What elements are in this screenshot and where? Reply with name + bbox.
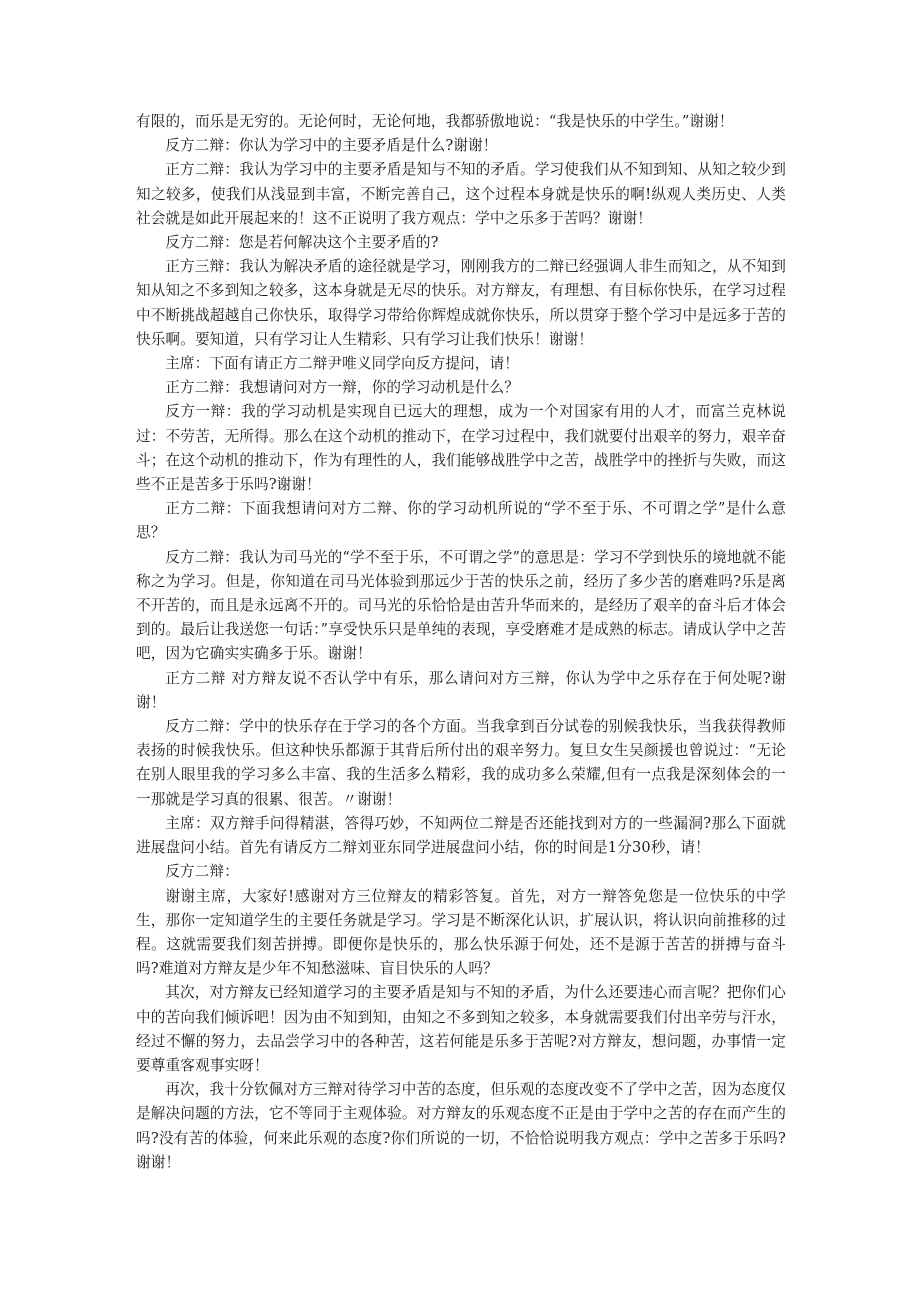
paragraph-con1-answer: 反方一辩：我的学习动机是实现自已远大的理想，成为一个对国家有用的人才，而富兰克林说过：不劳苦，无所得。那么在这个动机的推动下，在学习过程中，我们就要付出艰辛的努力，艰辛奋斗；在这个动机的推动下，作为有理性的人，我们能够战胜学中之苦，战胜学中的挫折与失败，而这些不正是苦多于乐吗?谢谢！ [136, 403, 786, 494]
paragraph-con2-question: 反方二辩：你认为学习中的主要矛盾是什么?谢谢！ [165, 137, 498, 155]
paragraph-pro3-answer: 正方三辩：我认为解决矛盾的途径就是学习，刚刚我方的二辩已经强调人非生而知之，从不知到知从知之不多到知之较多，这本身就是无尽的快乐。对方辩友，有理想、有目标你快乐，在学习过程中不断挑战超越自己你快乐，取得学习带给你辉煌成就你快乐，所以贯穿于整个学习中是远多于苦的快乐啊。要知道，只有学习让人生精彩、只有学习让我们快乐！谢谢！ [136, 258, 786, 348]
paragraph-con2-answer-2: 反方二辩：学中的快乐存在于学习的各个方面。当我拿到百分试卷的别候我快乐，当我获得教师表扬的时候我快乐。但这种快乐都源于其背后所付出的艰辛努力。复旦女生吴颜援也曾说过：“无论在别人眼里我的学习多么丰富、我的生活多么精彩，我的成功多么荣耀,但有一点我是深刻体会的一一那就是学习真的很累、很苦。〃谢谢！ [136, 718, 786, 808]
document-body [136, 110, 786, 1175]
paragraph-con2-speaker: 反方二辩： [165, 863, 239, 881]
paragraph-chair-intro: 主席：下面有请正方二辩尹唯义同学向反方提问，请！ [165, 355, 520, 373]
paragraph-summary-second: 其次，对方辩友已经知道学习的主要矛盾是知与不知的矛盾，为什么还要违心而言呢？把你们心中的苦向我们倾诉吧！因为由不知到知，由知之不多到知之较多，本身就需要我们付出辛劳与汗水，经过不懈的努力，去品尝学习中的各种苦，这若何能是乐多于苦呢?对方辩友，想问题，办事情一定要尊重客观事实呀！ [136, 984, 786, 1074]
paragraph-summary-third: 再次，我十分钦佩对方三辩对待学习中苦的态度，但乐观的态度改变不了学中之苦，因为态度仅是解决问题的方法，它不等同于主观体验。对方辩友的乐观态度不正是由于学中之苦的存在而产生的吗?没有苦的体验，何来此乐观的态度?你们所说的一切，不恰恰说明我方观点：学中之苦多于乐吗?谢谢！ [136, 1081, 786, 1171]
paragraph-con2-question-2: 反方二辩：您是若何解决这个主要矛盾的? [165, 234, 439, 252]
paragraph-chair-summary-intro: 主席：双方辩手问得精湛，答得巧妙，不知两位二辩是否还能找到对方的一些漏洞?那么下面就进展盘问小结。首先有请反方二辩刘亚东同学进展盘问小结，你的时间是1分30秒，请！ [136, 814, 786, 857]
paragraph-pro2-question-3: 正方二辩 对方辩友说不否认学中有乐，那么请问对方三辩，你认为学中之乐存在于何处呢?谢谢！ [136, 669, 786, 711]
paragraph-pro2-question: 正方二辩：我想请问对方一辩，你的学习动机是什么？ [165, 379, 520, 397]
paragraph-summary-first: 谢谢主席，大家好!感谢对方三位辩友的精彩答复。首先，对方一辩答免您是一位快乐的中学生，那你一定知道学生的主要任务就是学习。学习是不断深化认识，扩展认识，将认识向前推移的过程。这就需要我们刻苦拼搏。即便你是快乐的，那么快乐源于何处，还不是源于苦苦的拼搏与奋斗吗?难道对方辩友是少年不知愁滋味、盲目快乐的人吗？ [136, 887, 786, 978]
paragraph-pro2-question-2: 正方二辩：下面我想请问对方二辩、你的学习动机所说的“学不至于乐、不可谓之学”是什么意思？ [136, 500, 786, 542]
paragraph-con2-answer: 反方二辩：我认为司马光的“学不至于乐，不可谓之学”的意思是：学习不学到快乐的境地就不能称之为学习。但是，你知道在司马光体验到那远少于苦的快乐之前，经历了多少苦的磨难吗?乐是离不开苦的，而且是永远离不开的。司马光的乐恰恰是由苦升华而来的，是经历了艰辛的奋斗后才体会到的。最后让我送您一句话：”享受快乐只是单纯的表现，享受磨难才是成熟的标志。请成认学中之苦吧，因为它确实实确多于乐。谢谢！ [136, 548, 786, 663]
paragraph-closing-statement: 有限的，而乐是无穷的。无论何时，无论何地，我都骄傲地说：“我是快乐的中学生。”谢谢！ [136, 113, 734, 130]
paragraph-pro2-answer: 正方二辩：我认为学习中的主要矛盾是知与不知的矛盾。学习使我们从不知到知、从知之较少到知之较多，使我们从浅显到丰富，不断完善自己，这个过程本身就是快乐的啊!纵观人类历史、人类社会就是如此开展起来的！这不正说明了我方观点：学中之乐多于苦吗？谢谢！ [136, 161, 786, 227]
